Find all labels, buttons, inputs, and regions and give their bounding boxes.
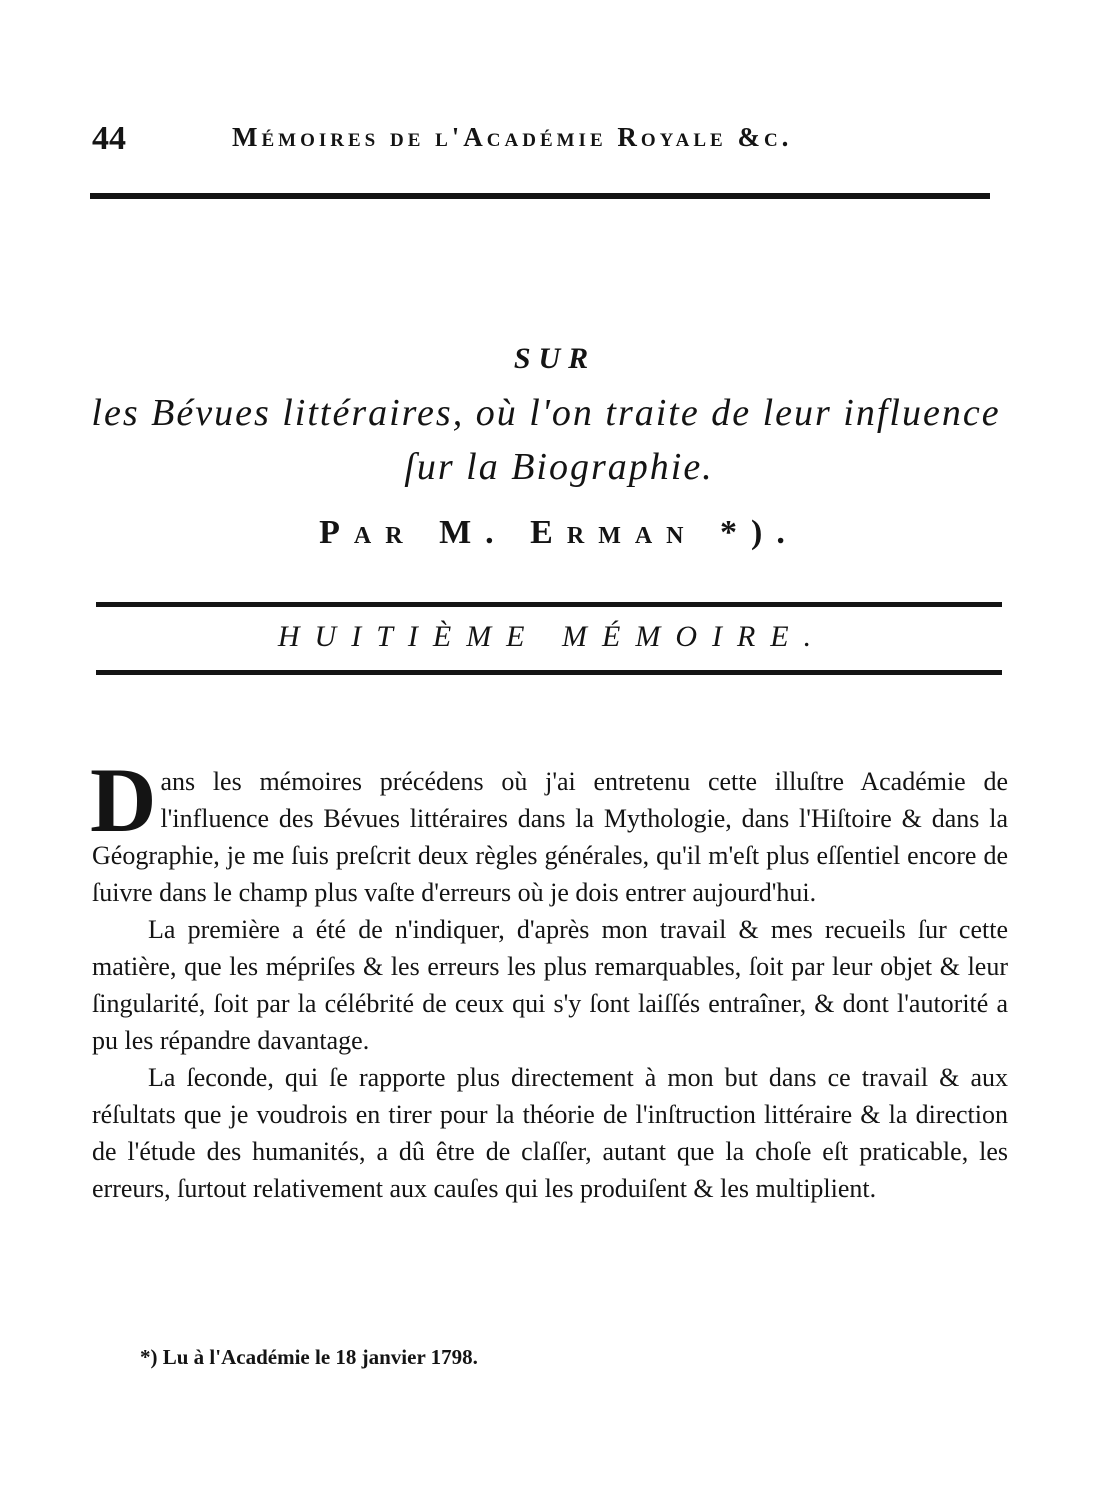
author-line: Par M. Erman *). [319,514,799,551]
article-title-sur: SUR [513,342,597,375]
page-number: 44 [92,120,126,157]
paragraph-2: La première a été de n'indiquer, d'après mon travail & mes recueils ſur cette matière, que les mépriſes & les erreurs les plus remarquables, ſoit par leur objet & leur ſingularité, ſoit par la célébrité de ceux qui s'y ſont laiſſés entraîner, & dont l'autorité a pu les répandre davantage. [92,915,1008,1055]
section-rule-top [96,602,1002,607]
paragraph-3: La ſeconde, qui ſe rapporte plus directement à mon but dans ce travail & aux réſultats que je voudrois en tirer pour la théorie de l'inſtruction littéraire & la direction de l'étude des humanités, a dû être de claſſer, autant que la choſe eſt praticable, les erreurs, ſurtout relativement aux cauſes qui les produiſent & les multiplient. [92,1063,1008,1203]
section-heading: HUITIÈME MÉMOIRE. [277,620,827,653]
header-rule [90,193,990,199]
section-rule-bottom [96,670,1002,675]
paragraph-1-text: ans les mémoires précédens où j'ai entretenu cette illuſtre Académie de l'influence des Bévues littéraires dans la Mythologie, dans l'Hiſtoire & dans la Géographie, je me ſuis preſcrit deux règles générales, qu'il m'eſt plus eſſentiel encore de ſuivre dans le champ plus vaſte d'erreurs où je dois entrer aujourd'hui. [92,767,1008,907]
article-title-line2: ſur la Biographie. [404,446,714,488]
footnote: *) Lu à l'Académie le 18 janvier 1798. [140,1345,478,1369]
paragraph-1 [90,749,1008,911]
article-title-line1: les Bévues littéraires, où l'on traite de leur influence [91,392,1001,434]
body-text [90,749,1008,1207]
drop-cap: D [90,749,157,851]
running-head-title: Mémoires de l'Académie Royale &c. [232,122,793,152]
